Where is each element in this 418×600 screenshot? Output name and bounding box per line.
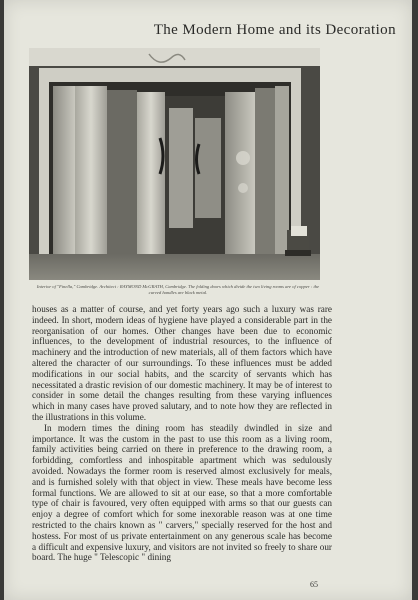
paragraph-1: houses as a matter of course, and yet forty years ago such a luxury was rare indeed. In short, modern ideas of hygiene have played a considerable part in the reorganisation of our homes. Other changes have been due to economic influences, to the development of industrial resources, to the influence of machinery and the introduction of new materials, all of them factors which have altered the character of our surroundings. To these influences must be added modifications in our social habits, and the scarcity of servants which has necessitated a drastic revision of our domestic machinery. It may be of interest to consider in some detail the changes resulting from these varying influences which in many cases have proved salutary, and to note how they are reflected in the illustrations in this volume.	[32, 304, 332, 422]
photo-caption: Interior of "Finella," Cambridge. Architect : RAYMOND McGRATH, Cambridge. The folding doors which divide the two living rooms are of copper : the curved handles are black metal.	[36, 284, 320, 295]
interior-photograph	[29, 48, 320, 280]
page-number: 65	[310, 580, 318, 589]
running-header: The Modern Home and its Decoration	[153, 22, 396, 38]
book-page	[4, 0, 412, 600]
photo-illustration	[29, 48, 320, 280]
paragraph-2: In modern times the dining room has steadily dwindled in size and importance. It was the custom in the past to use this room as a living room, family activities being carried on there in preference to the drawing room, a forbidding, comfortless and inhospitable apartment which was sedulously avoided. Nowadays the former room is reserved almost exclusively for meals, and is furnished solely with that object in view. These meals have become less formal functions. We are allowed to sit at our ease, so that a more comfortable type of chair is favoured, very often equipped with arms so that our guests can enjoy a degree of comfort which for some inexorable reason was at one time restricted to the chairs known as " carvers," specially reserved for the host and hostess. For most of us private entertainment on any generous scale has become a difficult and expensive luxury, and visitors are not invited so freely to share our board. The huge " Telescopic " dining	[32, 422, 332, 563]
body-text	[32, 304, 332, 563]
